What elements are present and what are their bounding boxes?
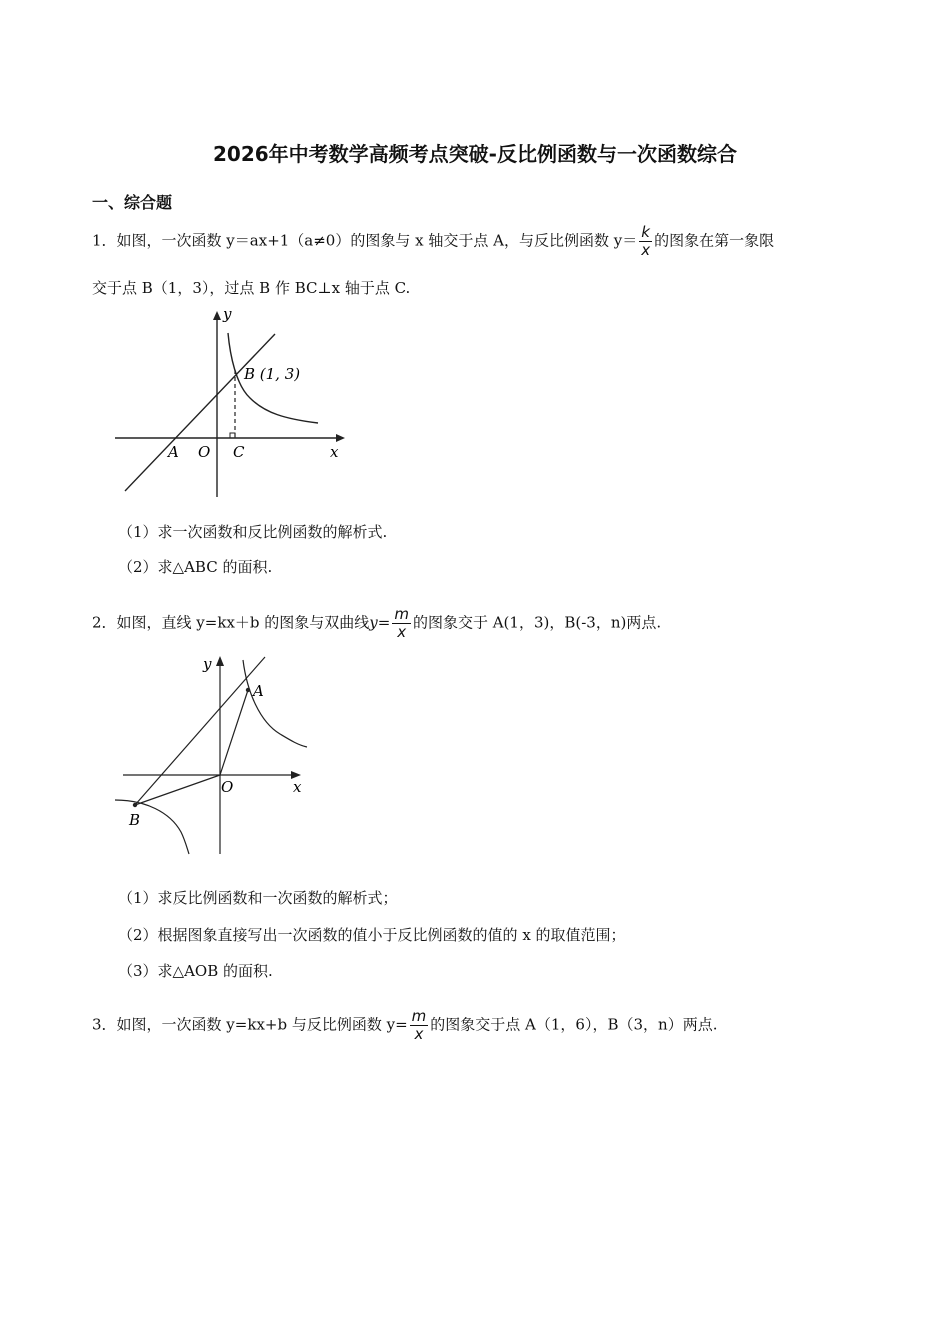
q1-label-y: y bbox=[223, 305, 232, 323]
q2-frac-den: x bbox=[397, 623, 407, 641]
q3-frac-num: m bbox=[411, 1007, 427, 1025]
q3-text-pre: 3．如图，一次函数 y=kx+b 与反比例函数 y= bbox=[92, 1015, 408, 1034]
q2-text-post: 的图象交于 A(1，3)，B(-3，n)两点. bbox=[412, 613, 662, 632]
q2-fraction bbox=[392, 606, 411, 641]
q2-frac-num: m bbox=[394, 605, 409, 623]
q2-label-o: O bbox=[221, 778, 234, 796]
q2-sub1: （1）求反比例函数和一次函数的解析式； bbox=[118, 889, 398, 907]
q1-figure bbox=[110, 305, 350, 500]
q1-label-b: B (1, 3) bbox=[244, 365, 301, 383]
page-title: 2026年中考数学高频考点突破-反比例函数与一次函数综合 bbox=[213, 142, 737, 166]
q2-label-b: B bbox=[129, 811, 141, 829]
q2-hyperbola-branch-2 bbox=[115, 800, 189, 854]
section-heading: 一、综合题 bbox=[92, 193, 173, 212]
q2-label-a: A bbox=[253, 682, 264, 700]
q1-label-o: O bbox=[198, 443, 211, 461]
q1-label-x: x bbox=[330, 443, 339, 461]
q1-sub1: （1）求一次函数和反比例函数的解析式. bbox=[118, 523, 388, 541]
q1-text-pre: 1．如图，一次函数 y＝ax+1（a≠0）的图象与 x 轴交于点 A，与反比例函数 y＝ bbox=[92, 231, 638, 250]
q3-text-post: 的图象交于点 A（1，6），B（3，n）两点. bbox=[430, 1015, 718, 1034]
q1-label-c: C bbox=[233, 443, 245, 461]
q2-linear-graph bbox=[135, 657, 265, 805]
q2-hyperbola-branch-1 bbox=[243, 660, 307, 747]
q2-sub3: （3）求△AOB 的面积. bbox=[118, 962, 273, 980]
q2-y-arrow bbox=[216, 656, 224, 666]
q1-y-arrow bbox=[213, 311, 221, 320]
q2-sub2: （2）根据图象直接写出一次函数的值小于反比例函数的值的 x 的取值范围； bbox=[118, 926, 626, 944]
q2-label-x: x bbox=[293, 778, 302, 796]
q1-x-arrow bbox=[336, 434, 345, 442]
q2-figure bbox=[115, 652, 315, 857]
q2-point-b bbox=[133, 803, 137, 807]
q3-frac-den: x bbox=[414, 1025, 424, 1043]
q1-linear-graph bbox=[125, 334, 275, 491]
q1-text-post: 的图象在第一象限 bbox=[654, 231, 775, 250]
q1-frac-den: x bbox=[641, 241, 651, 259]
q2-y-eq: y= bbox=[369, 613, 391, 632]
q2-text-pre: 2．如图，直线 y=kx＋b 的图象与双曲线 bbox=[92, 613, 370, 632]
q1-sub2: （2）求△ABC 的面积. bbox=[118, 558, 273, 576]
q2-point-a bbox=[246, 688, 250, 692]
q1-fraction bbox=[639, 224, 652, 259]
q1-label-a: A bbox=[168, 443, 179, 461]
q3-fraction bbox=[410, 1008, 429, 1043]
q2-label-y: y bbox=[203, 655, 212, 673]
q1-line1 bbox=[92, 224, 774, 259]
q2-line bbox=[92, 606, 661, 641]
q1-frac-num: k bbox=[641, 223, 650, 241]
q3-line bbox=[92, 1008, 717, 1043]
q1-right-angle bbox=[230, 433, 235, 438]
q1-line2: 交于点 B（1，3），过点 B 作 BC⊥x 轴于点 C. bbox=[92, 279, 411, 297]
